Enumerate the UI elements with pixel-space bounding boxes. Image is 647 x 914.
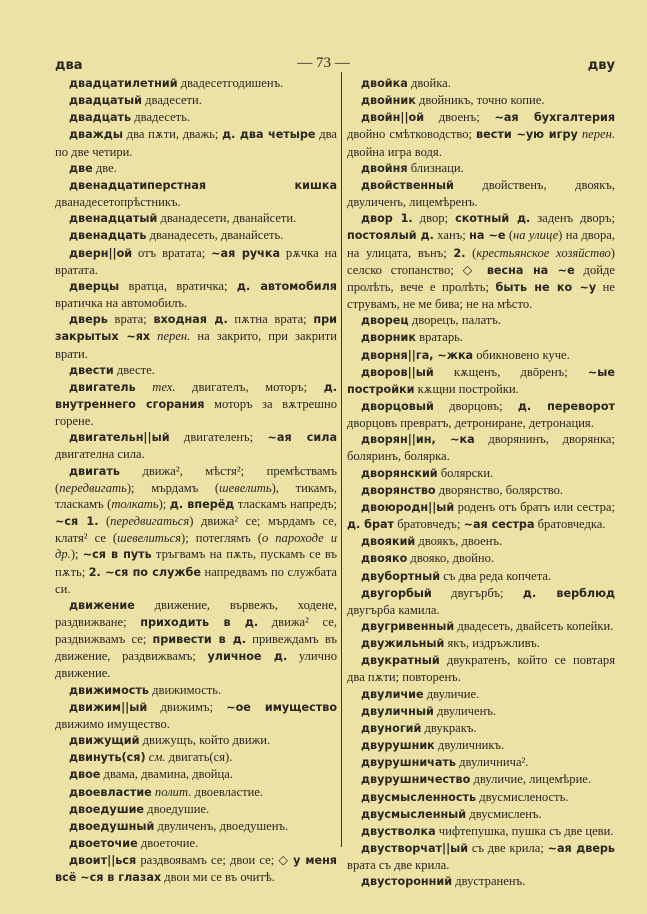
headword: движим||ый bbox=[69, 700, 148, 714]
translation: двуличенъ. bbox=[433, 703, 496, 718]
dictionary-entry bbox=[55, 699, 337, 732]
headword: вести ~ую игру bbox=[476, 128, 578, 142]
headword: весна на ~е bbox=[486, 263, 575, 277]
dictionary-entry bbox=[347, 92, 615, 109]
dictionary-entry bbox=[347, 652, 615, 685]
translation: двуличие, лицемѣрие. bbox=[470, 772, 592, 787]
usage-label: крестьянское хозяйство bbox=[476, 245, 611, 260]
headword: движимость bbox=[69, 683, 149, 697]
dictionary-entry bbox=[55, 784, 337, 801]
translation: движение, вървежъ, ходене, раздвижване; bbox=[55, 597, 337, 629]
dictionary-entry bbox=[55, 749, 337, 766]
translation: ); мърдамъ ( bbox=[126, 480, 220, 495]
dictionary-entry bbox=[347, 210, 615, 312]
dictionary-entry bbox=[55, 818, 337, 835]
headword: двуличный bbox=[361, 704, 434, 718]
translation: отъ вратата; bbox=[132, 245, 212, 260]
translation: двугърбъ; bbox=[431, 585, 523, 600]
headword: двоедушный bbox=[69, 819, 155, 833]
headword: дверцы bbox=[69, 279, 120, 293]
dictionary-entry bbox=[347, 398, 615, 431]
dictionary-entry bbox=[347, 465, 615, 482]
translation: дворцовъ превратъ, детрониране, детронация. bbox=[347, 416, 594, 431]
headword: д. брат bbox=[347, 518, 395, 532]
headword: двигать bbox=[69, 464, 120, 478]
dictionary-entry bbox=[55, 109, 337, 126]
dictionary-entry bbox=[55, 732, 337, 749]
dictionary-entry bbox=[347, 618, 615, 635]
translation: вратарь. bbox=[415, 330, 464, 345]
headword: двор 1. bbox=[361, 212, 413, 226]
dictionary-entry bbox=[347, 789, 615, 806]
translation: ), тикамъ, тласкамъ ( bbox=[55, 480, 337, 511]
translation: двоевластие. bbox=[191, 784, 264, 799]
headword: привести в д. bbox=[152, 633, 246, 647]
headword: движение bbox=[69, 598, 135, 612]
translation: дванадесетопрѣстникъ. bbox=[55, 195, 181, 210]
translation: двоенъ; bbox=[424, 110, 495, 125]
headword: двигатель bbox=[69, 380, 136, 394]
headword: дворня||га, ~жка bbox=[361, 348, 474, 362]
translation: двор; bbox=[412, 211, 456, 226]
dictionary-entry bbox=[55, 835, 337, 852]
headword: двоякий bbox=[361, 535, 416, 549]
headword: двенадцать bbox=[69, 229, 147, 243]
dictionary-entry bbox=[55, 177, 337, 210]
headword: постоялый д. bbox=[347, 229, 434, 243]
translation: напредвамъ по службата си. bbox=[55, 564, 337, 596]
translation: двусмисленъ. bbox=[466, 806, 542, 821]
headword: д. вперёд bbox=[169, 497, 235, 511]
translation: двойка. bbox=[407, 76, 451, 90]
translation: кѫщенъ, двōренъ; bbox=[433, 364, 588, 379]
headword: ~ые постройки bbox=[347, 365, 615, 396]
translation: два по две четири. bbox=[55, 127, 337, 159]
dictionary-entry bbox=[55, 311, 337, 361]
dictionary-entry bbox=[55, 801, 337, 818]
headword: двоедушие bbox=[69, 802, 145, 816]
translation: двигателна сила. bbox=[55, 447, 145, 462]
headword: двубортный bbox=[361, 569, 441, 583]
translation: дворецъ, палатъ. bbox=[408, 313, 502, 328]
headword: дверь bbox=[69, 313, 108, 327]
translation: тласкамъ напредъ; bbox=[234, 496, 337, 511]
translation: двама, двамина, двойца. bbox=[100, 767, 233, 782]
dictionary-entry bbox=[347, 177, 615, 210]
dictionary-entry bbox=[55, 245, 337, 278]
headword: дворов||ый bbox=[361, 365, 434, 379]
headword: ~ая бухгалтерия bbox=[494, 111, 615, 125]
dictionary-entry bbox=[347, 873, 615, 890]
dictionary-entry bbox=[347, 568, 615, 585]
headword: двадцатый bbox=[69, 94, 142, 108]
translation: чифтепушка, пушка съ две цеви. bbox=[435, 823, 614, 838]
headword: ~ая ручка bbox=[211, 246, 281, 260]
headword: двукратный bbox=[361, 654, 440, 668]
translation: врата; bbox=[107, 312, 154, 327]
translation: рѫчка на вратата. bbox=[55, 245, 337, 277]
translation: двуличенъ, двоедушенъ. bbox=[154, 818, 289, 833]
usage-label: перен. bbox=[150, 329, 191, 344]
dictionary-entry bbox=[347, 720, 615, 737]
translation: двадесеть, двайсеть копейки. bbox=[454, 619, 614, 633]
translation: двусмисленость. bbox=[476, 789, 569, 804]
headword: у меня всё ~ся в глазах bbox=[55, 854, 337, 885]
dictionary-entry bbox=[55, 92, 337, 109]
translation: двуличие. bbox=[423, 686, 480, 701]
headword: двугорбый bbox=[361, 586, 432, 600]
translation: съ два реда копчета. bbox=[440, 568, 552, 583]
translation: ) на двора, на улицата, вънъ; bbox=[347, 228, 616, 260]
headword: двенадцатый bbox=[69, 212, 158, 226]
headword: дворян||ин, ~ка bbox=[361, 433, 475, 447]
headword: две bbox=[69, 161, 93, 175]
headword: уличное д. bbox=[207, 650, 288, 664]
translation: близнаци. bbox=[407, 160, 464, 175]
headword: движущий bbox=[69, 734, 140, 748]
translation: ); потеглямъ ( bbox=[181, 531, 262, 546]
headword: двустволка bbox=[361, 824, 436, 838]
headword: двуногий bbox=[361, 721, 422, 735]
translation: двукракъ. bbox=[421, 720, 477, 735]
translation: движа² се, раздвижвамъ се; bbox=[55, 615, 337, 647]
dictionary-entry bbox=[55, 766, 337, 783]
dictionary-entry bbox=[347, 312, 615, 329]
headword: двурушник bbox=[361, 739, 435, 753]
dictionary-entry bbox=[347, 635, 615, 652]
translation: раздвоявамъ се; двои се; ◇ bbox=[136, 853, 294, 868]
dictionary-entry bbox=[55, 682, 337, 699]
translation: двигателъ, моторъ; bbox=[175, 379, 324, 394]
translation: обикновено куче. bbox=[473, 347, 570, 362]
headword: двести bbox=[69, 363, 114, 377]
translation: ) селско стопанство; ◇ bbox=[347, 245, 615, 277]
dictionary-entry bbox=[347, 737, 615, 754]
headword: двое bbox=[69, 768, 101, 782]
translation: двойно смѣтководство; bbox=[347, 127, 477, 142]
translation: ) движа² се; мърдамъ се, клатя² се ( bbox=[55, 514, 337, 546]
usage-label: на улице bbox=[513, 228, 559, 243]
translation: дворянинъ, дворянка; боляринъ, болярка. bbox=[347, 432, 615, 464]
translation: движимъ; bbox=[147, 699, 227, 714]
usage-label: передвигать bbox=[59, 480, 127, 495]
translation: съ две крила; bbox=[468, 841, 548, 856]
translation: двояко, двойно. bbox=[407, 551, 495, 566]
translation: дванадесеть, дванайсеть. bbox=[146, 228, 284, 243]
headword: двойник bbox=[361, 94, 416, 108]
translation: движущъ, който движи. bbox=[139, 733, 271, 748]
translation: дойде пролѣть, вече е пролѣть; bbox=[347, 262, 616, 294]
headword: двоевластие bbox=[69, 785, 152, 799]
translation: ( bbox=[465, 245, 477, 260]
dictionary-entry bbox=[55, 126, 337, 159]
headword: ~ая дверь bbox=[547, 842, 615, 856]
translation: вратичка на автомобилъ. bbox=[55, 296, 188, 311]
dictionary-entry bbox=[347, 499, 615, 533]
translation: ); bbox=[158, 496, 170, 511]
dictionary-entry bbox=[55, 362, 337, 379]
headword: двусмысленный bbox=[361, 807, 467, 821]
headword: ~ая сила bbox=[267, 431, 337, 445]
translation: двадесетгодишенъ. bbox=[177, 76, 284, 90]
headword: двоюродн||ый bbox=[361, 500, 455, 514]
dictionary-entry bbox=[347, 754, 615, 771]
translation: двустраненъ. bbox=[452, 874, 526, 889]
running-head-right: дву bbox=[587, 58, 615, 73]
headword: двигательн||ый bbox=[69, 431, 170, 445]
left-column bbox=[55, 75, 337, 887]
headword: двусмысленность bbox=[361, 790, 477, 804]
usage-label: тех. bbox=[135, 379, 176, 394]
headword: дворянство bbox=[361, 483, 436, 497]
dictionary-entry bbox=[347, 431, 615, 464]
headword: дворянский bbox=[361, 466, 438, 480]
usage-label: см. bbox=[145, 750, 166, 765]
dictionary-entry bbox=[55, 379, 337, 429]
translation: ( bbox=[505, 228, 514, 243]
headword: двустворчат||ый bbox=[361, 842, 469, 856]
translation: заденъ дворъ; bbox=[530, 211, 615, 226]
right-column bbox=[347, 75, 615, 891]
translation: двадесеть. bbox=[131, 110, 191, 125]
column-divider bbox=[341, 72, 342, 847]
translation: двойственъ, двоякъ, двуличенъ, лицемѣренъ. bbox=[347, 177, 615, 210]
headword: скотный д. bbox=[455, 212, 531, 226]
translation: движимость. bbox=[148, 682, 222, 697]
dictionary-entry bbox=[347, 686, 615, 703]
dictionary-entry bbox=[347, 75, 615, 92]
translation: двуличнича². bbox=[455, 755, 529, 770]
dictionary-entry bbox=[347, 160, 615, 177]
translation: двойна игра водя. bbox=[347, 144, 442, 159]
dictionary-entry bbox=[347, 840, 615, 873]
headword: двойня bbox=[361, 161, 408, 175]
headword: двенадцатиперстная кишка bbox=[69, 178, 337, 192]
translation: двугърба камила. bbox=[347, 602, 440, 617]
headword: д. внутреннего сгорания bbox=[55, 380, 337, 411]
headword: двадцать bbox=[69, 111, 132, 125]
translation: на закрито, при закрити врати. bbox=[55, 329, 337, 361]
translation: роденъ отъ братъ или сестра; bbox=[454, 499, 615, 514]
translation: врата съ две крила. bbox=[347, 858, 450, 873]
translation: два пѫти, дважь; bbox=[122, 127, 223, 142]
dictionary-entry bbox=[347, 329, 615, 346]
translation: двадесети. bbox=[141, 93, 202, 108]
usage-label: шевелить bbox=[219, 480, 272, 495]
usage-label: передвигаться bbox=[110, 514, 190, 529]
headword: д. два четыре bbox=[222, 128, 316, 142]
dictionary-entry bbox=[55, 463, 337, 597]
headword: 2. ~ся по службе bbox=[88, 565, 201, 579]
headword: дважды bbox=[69, 128, 123, 142]
translation: двуличникъ. bbox=[434, 738, 505, 753]
translation: движимо имущество. bbox=[55, 716, 170, 731]
dictionary-entry bbox=[55, 75, 337, 92]
translation: братовчедка. bbox=[534, 517, 606, 532]
translation: привеждамъ въ движение, раздвижвамъ; bbox=[55, 632, 337, 664]
translation: вратца, вратичка; bbox=[119, 278, 237, 293]
translation: ханъ; bbox=[433, 228, 470, 243]
headword: двоеточие bbox=[69, 837, 138, 851]
translation: пѫтна врата; bbox=[227, 312, 314, 327]
headword: двуличие bbox=[361, 687, 424, 701]
translation: две. bbox=[92, 160, 117, 175]
translation: якъ, издръжливъ. bbox=[444, 636, 540, 651]
dictionary-entry bbox=[347, 585, 615, 618]
translation: двойникъ, точно копие. bbox=[415, 93, 545, 108]
usage-label: полит. bbox=[151, 784, 192, 799]
translation: двесте. bbox=[113, 362, 155, 377]
dictionary-entry bbox=[55, 210, 337, 227]
translation: дворянство, болярство. bbox=[435, 482, 564, 497]
usage-label: перен. bbox=[577, 127, 615, 142]
translation: двои ми се въ очитѣ. bbox=[161, 870, 275, 885]
headword: дворец bbox=[361, 314, 409, 328]
dictionary-entry bbox=[55, 852, 337, 886]
headword: 2. bbox=[453, 246, 466, 260]
dictionary-entry bbox=[347, 347, 615, 364]
translation: болярски. bbox=[437, 465, 494, 480]
usage-label: толкать bbox=[111, 496, 159, 511]
usage-label: шевелиться bbox=[117, 531, 182, 546]
headword: двурушничать bbox=[361, 756, 456, 770]
dictionary-entry bbox=[55, 160, 337, 177]
translation: не струвамъ, не ме бива; не на мѣсто. bbox=[347, 279, 616, 312]
dictionary-entry bbox=[55, 597, 337, 682]
translation: тръгвамъ на пѫть, пускамъ се въ пѫть; bbox=[55, 547, 338, 579]
translation: братовчедъ; bbox=[394, 517, 464, 532]
dictionary-entry bbox=[347, 482, 615, 499]
headword: двугривенный bbox=[361, 620, 455, 633]
running-head-left: два bbox=[55, 58, 83, 73]
headword: на ~е bbox=[469, 229, 506, 243]
translation: кѫщни постройки. bbox=[414, 381, 519, 396]
headword: ~ся в путь bbox=[82, 548, 152, 562]
headword: д. автомобиля bbox=[236, 279, 337, 293]
usage-label: о пароходе и др. bbox=[55, 531, 337, 562]
translation: дванадесети, дванайсети. bbox=[157, 211, 297, 226]
translation: дворцовъ; bbox=[433, 398, 518, 413]
translation: двукратенъ, който се повтаря два пѫти; повторенъ. bbox=[347, 653, 615, 685]
headword: д. переворот bbox=[517, 399, 615, 413]
translation: моторъ за вѫтрешно горене. bbox=[55, 396, 337, 429]
dictionary-entry bbox=[347, 109, 615, 159]
translation: ( bbox=[98, 514, 111, 529]
headword: двойка bbox=[361, 77, 408, 90]
translation: двоякъ, двоенъ. bbox=[415, 534, 503, 549]
headword: входная д. bbox=[153, 313, 228, 327]
headword: двусторонний bbox=[361, 875, 453, 889]
translation: двоеточие. bbox=[137, 836, 199, 851]
page-number: — 73 — bbox=[297, 55, 350, 71]
dictionary-entry bbox=[347, 550, 615, 567]
dictionary-entry bbox=[55, 429, 337, 462]
translation: двигать(ся). bbox=[165, 750, 233, 765]
headword: двадцатилетний bbox=[69, 77, 178, 90]
headword: при закрытых ~ях bbox=[55, 313, 337, 344]
headword: д. верблюд bbox=[522, 586, 615, 600]
translation: движа², мѣстя²; премѣствамъ ( bbox=[55, 463, 337, 495]
dictionary-entry bbox=[55, 278, 337, 311]
dictionary-entry bbox=[55, 227, 337, 244]
translation: двоедушие. bbox=[144, 801, 210, 816]
headword: приходить в д. bbox=[140, 616, 259, 629]
translation: улично движение. bbox=[55, 649, 337, 681]
translation: двигателенъ; bbox=[169, 430, 268, 445]
dictionary-entry bbox=[347, 703, 615, 720]
headword: двоит||ься bbox=[69, 854, 137, 868]
headword: дворник bbox=[361, 331, 416, 345]
dictionary-entry bbox=[347, 364, 615, 398]
headword: быть не ко ~у bbox=[495, 280, 597, 294]
headword: двужильный bbox=[361, 637, 445, 651]
dictionary-entry bbox=[347, 533, 615, 550]
headword: ~ся 1. bbox=[55, 515, 99, 529]
headword: ~ое имущество bbox=[226, 700, 337, 714]
headword: двинуть(ся) bbox=[69, 751, 146, 765]
headword: двояко bbox=[361, 552, 408, 566]
dictionary-entry bbox=[347, 806, 615, 823]
headword: дверн||ой bbox=[69, 246, 133, 260]
dictionary-entry bbox=[347, 823, 615, 840]
dictionary-entry bbox=[347, 771, 615, 788]
headword: дворцовый bbox=[361, 399, 434, 413]
headword: двойственный bbox=[361, 178, 454, 192]
headword: двойн||ой bbox=[361, 111, 425, 125]
headword: двурушничество bbox=[361, 773, 471, 787]
headword: ~ая сестра bbox=[463, 518, 535, 532]
translation: ); bbox=[70, 547, 83, 562]
